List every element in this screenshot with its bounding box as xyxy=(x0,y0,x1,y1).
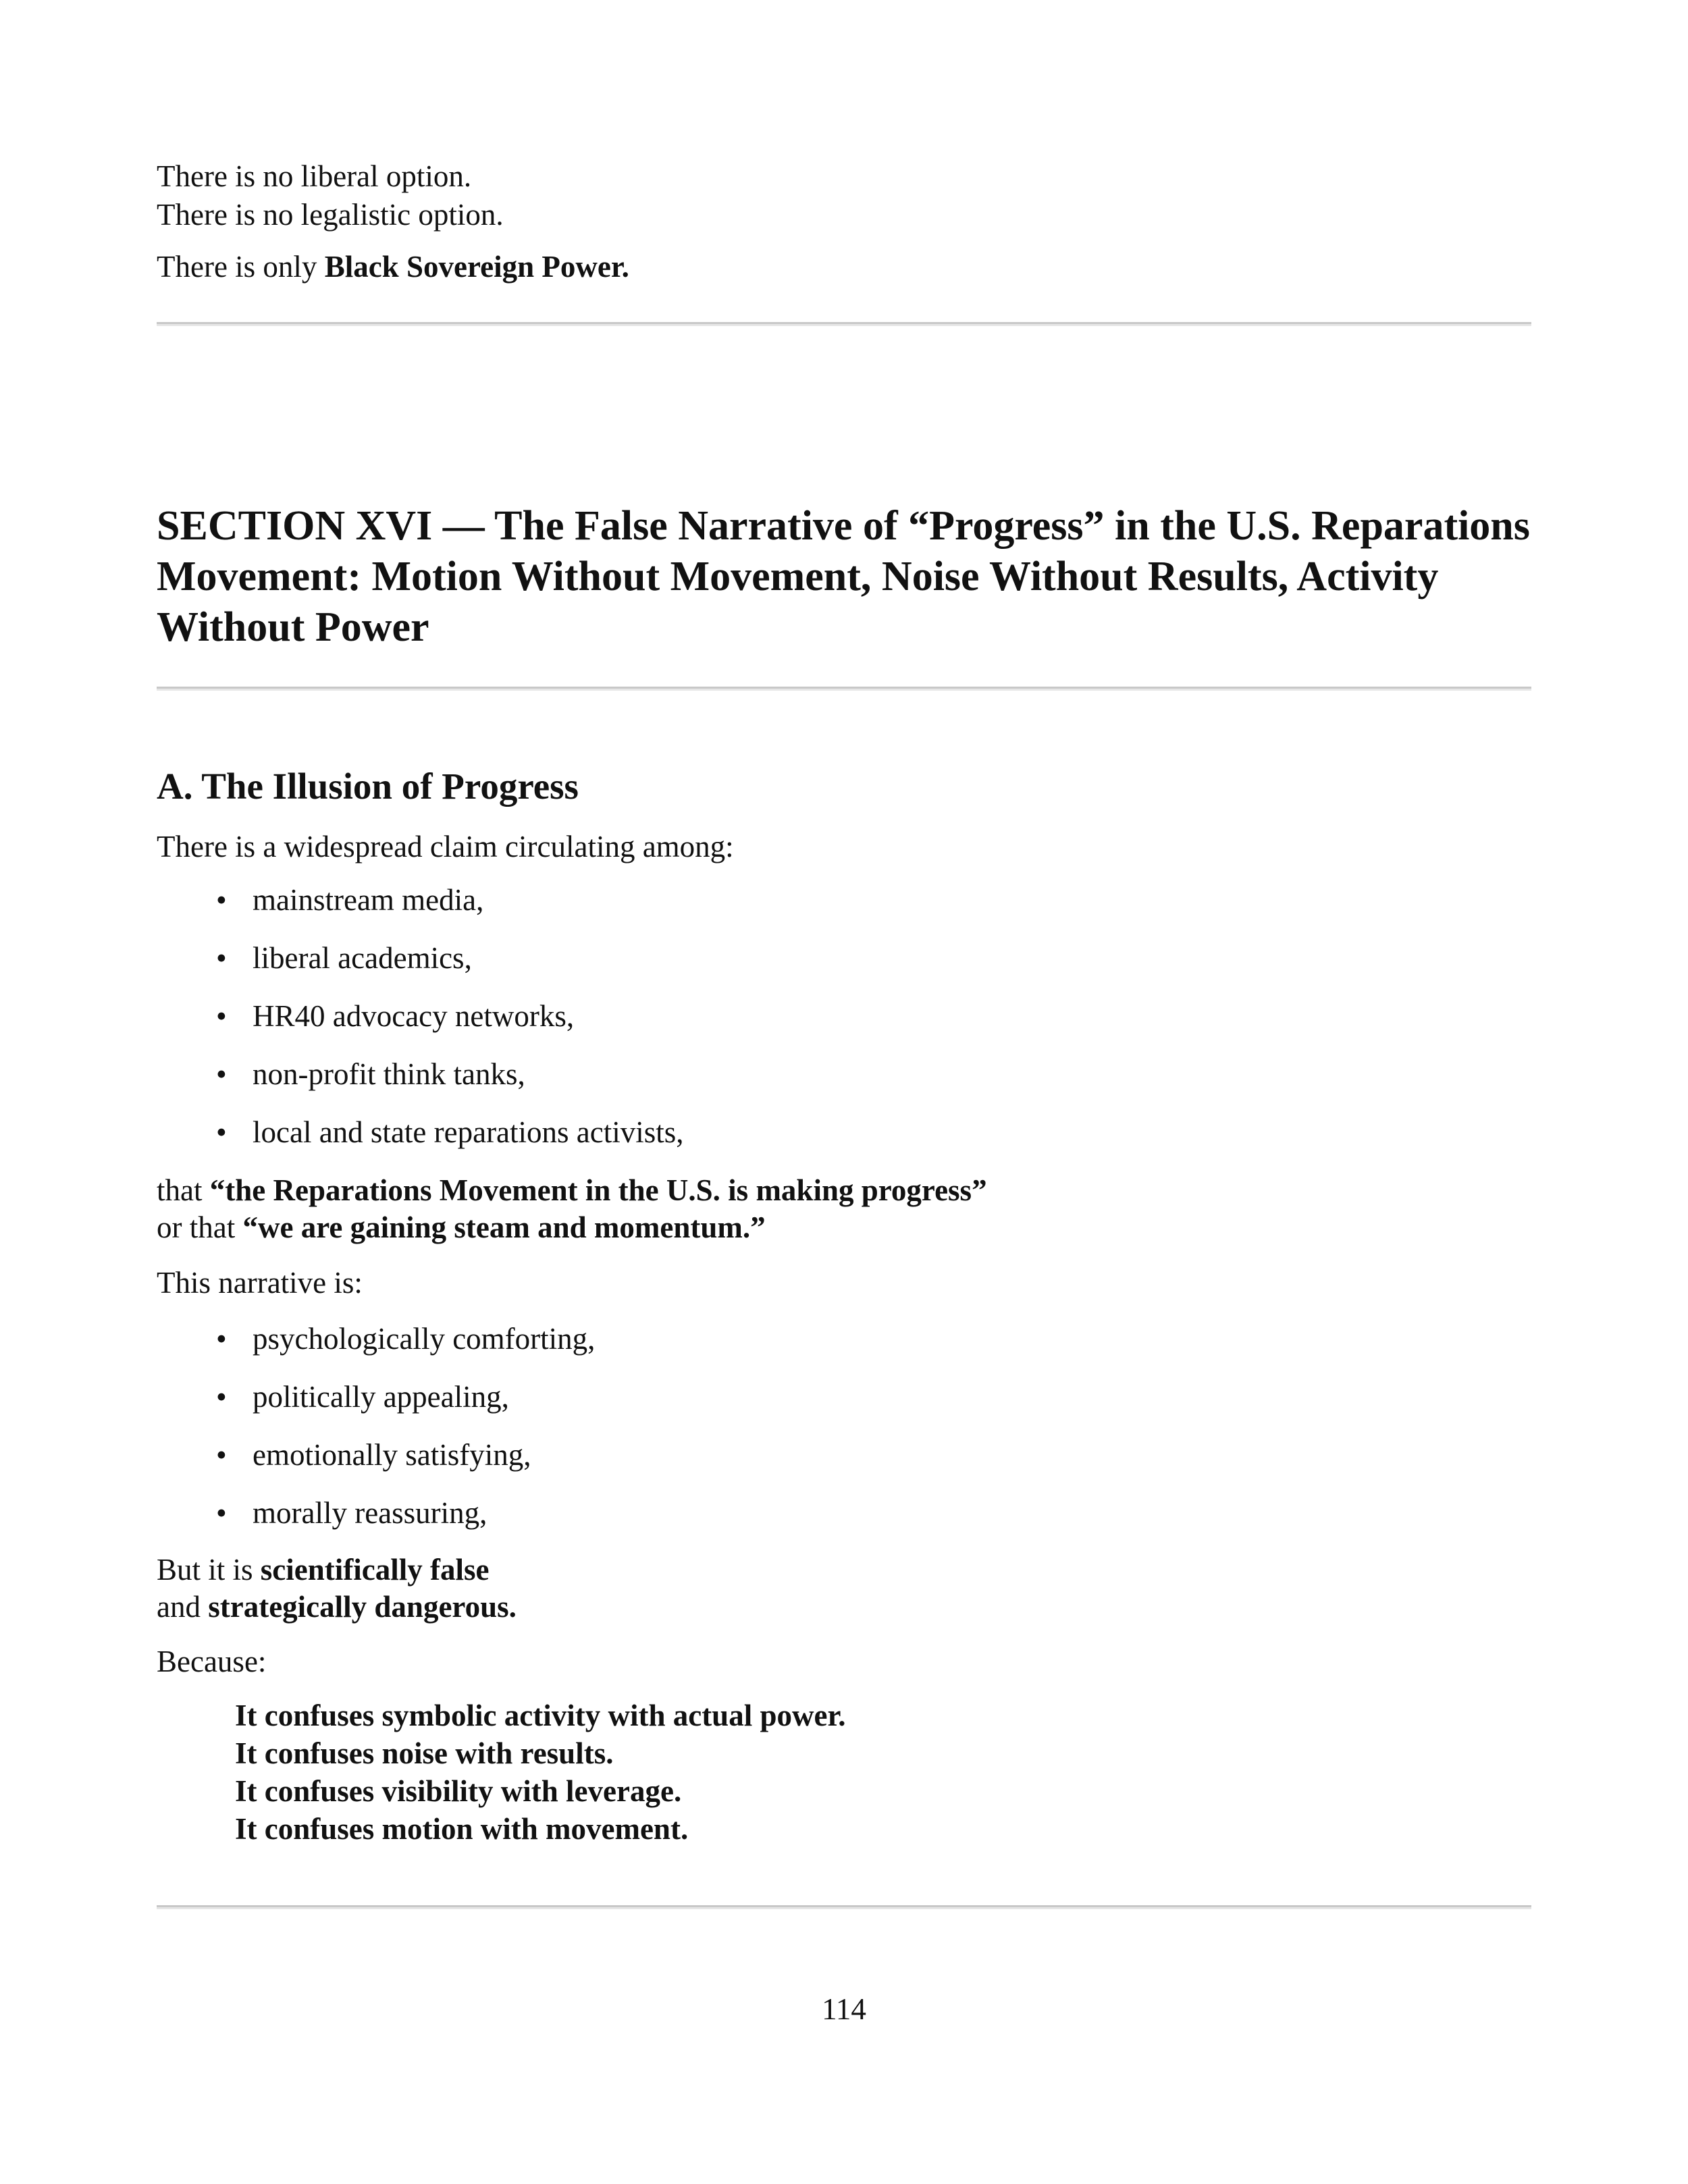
list-item xyxy=(157,881,684,939)
bullet-glyph: • xyxy=(216,883,227,917)
list-item-text: psychologically comforting, xyxy=(253,1322,596,1356)
claim-line-1-bold: “the Reparations Movement in the U.S. is making progress” xyxy=(209,1173,987,1207)
claim-line-1 xyxy=(157,1171,987,1209)
and-line-prefix: and xyxy=(157,1590,209,1624)
list-item xyxy=(157,997,684,1055)
page-number: 114 xyxy=(822,1992,866,2026)
and-line xyxy=(157,1588,517,1626)
but-line-bold: scientifically false xyxy=(260,1553,490,1587)
bullet-glyph: • xyxy=(216,1322,227,1356)
list-item xyxy=(157,939,684,997)
list-item-text: liberal academics, xyxy=(253,941,472,975)
but-line xyxy=(157,1551,489,1589)
confusion-line: It confuses motion with movement. xyxy=(235,1812,689,1846)
list-item-text: mainstream media, xyxy=(253,883,484,917)
list-item-text: local and state reparations activists, xyxy=(253,1115,684,1149)
and-line-bold: strategically dangerous. xyxy=(208,1590,517,1624)
claim-sources-list xyxy=(157,881,684,1171)
divider-3 xyxy=(157,1905,1531,1909)
claim-line-2-prefix: or that xyxy=(157,1210,243,1244)
claim-intro: There is a widespread claim circulating among: xyxy=(157,830,734,863)
list-item-text: non-profit think tanks, xyxy=(253,1057,525,1091)
list-item-text: morally reassuring, xyxy=(253,1496,487,1530)
subsection-title: A. The Illusion of Progress xyxy=(157,766,579,807)
claim-line-2 xyxy=(157,1208,766,1246)
bullet-glyph: • xyxy=(216,1496,227,1530)
list-item xyxy=(157,1320,595,1378)
bullet-glyph: • xyxy=(216,1438,227,1472)
claim-line-2-bold: “we are gaining steam and momentum.” xyxy=(242,1210,766,1244)
but-line-prefix: But it is xyxy=(157,1553,261,1587)
confusion-line: It confuses symbolic activity with actual power. xyxy=(235,1699,846,1732)
list-item xyxy=(157,1436,595,1494)
list-item xyxy=(157,1055,684,1113)
section-title: SECTION XVI — The False Narrative of “Progress” in the U.S. Reparations Movement: Motion Without Movement, Noise Without Results, Activity Without Power xyxy=(157,503,1530,650)
narrative-traits-list xyxy=(157,1320,595,1552)
list-item xyxy=(157,1378,595,1436)
list-item-text: emotionally satisfying, xyxy=(253,1438,531,1472)
confusions-block xyxy=(235,1697,846,1848)
confusion-line: It confuses noise with results. xyxy=(235,1736,614,1770)
because-line: Because: xyxy=(157,1645,267,1678)
intro-line-3 xyxy=(157,248,629,286)
list-item xyxy=(157,1494,595,1552)
bullet-glyph: • xyxy=(216,941,227,975)
bullet-glyph: • xyxy=(216,1057,227,1091)
bullet-glyph: • xyxy=(216,999,227,1033)
intro-line-1: There is no liberal option. xyxy=(157,159,472,193)
divider-1 xyxy=(157,322,1531,326)
divider-2 xyxy=(157,687,1531,691)
intro-line-2: There is no legalistic option. xyxy=(157,198,504,232)
document-page xyxy=(157,0,1531,2184)
intro-line-3-bold: Black Sovereign Power. xyxy=(324,250,629,284)
bullet-glyph: • xyxy=(216,1380,227,1414)
bullet-glyph: • xyxy=(216,1115,227,1149)
confusion-line: It confuses visibility with leverage. xyxy=(235,1774,682,1808)
list-item-text: politically appealing, xyxy=(253,1380,509,1414)
claim-line-1-prefix: that xyxy=(157,1173,210,1207)
list-item xyxy=(157,1113,684,1171)
intro-line-3-prefix: There is only xyxy=(157,250,325,284)
list-item-text: HR40 advocacy networks, xyxy=(253,999,575,1033)
narrative-intro: This narrative is: xyxy=(157,1266,363,1300)
